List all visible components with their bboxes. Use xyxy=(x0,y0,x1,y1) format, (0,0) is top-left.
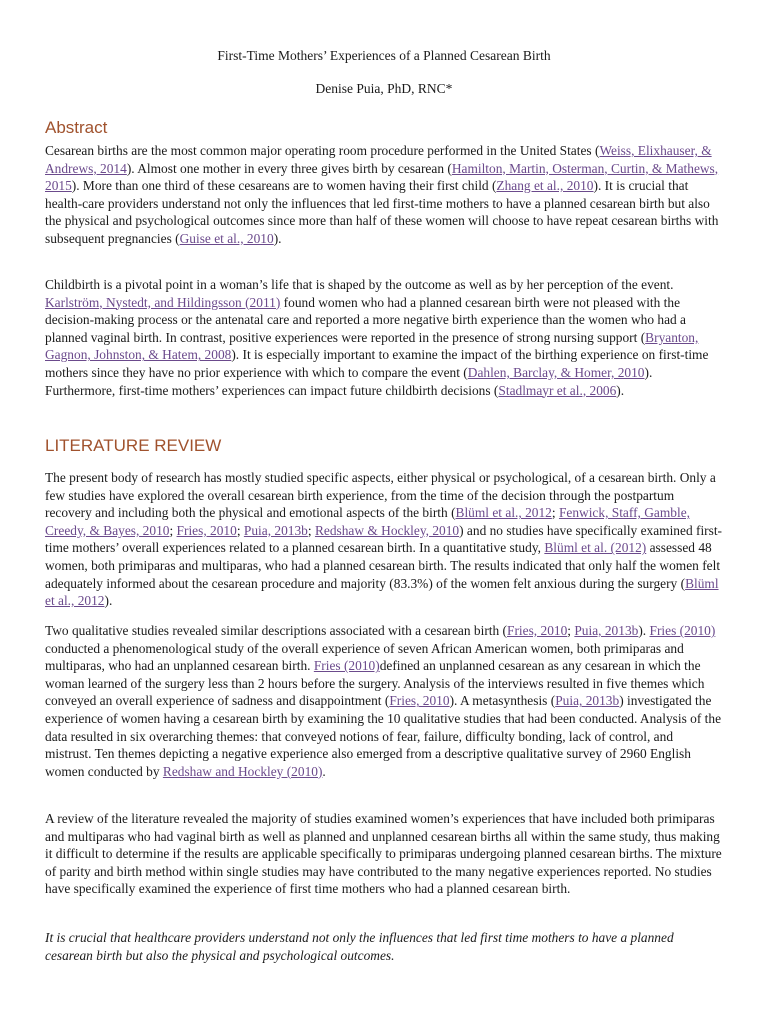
abstract-paragraph-2 xyxy=(45,276,722,399)
text-run: ) and no studies have specifically examined first-time mothers’ overall experiences related to a planned cesarean birth. In a quantitative study, xyxy=(45,522,723,556)
text-run: assessed 48 women, both primiparas and multiparas, who had a planned cesarean birth. The results indicated that only half the women felt adequately informed about the cesarean procedure and majority (83.3%) of the women felt anxious during the surgery ( xyxy=(45,540,721,591)
text-run: Cesarean births are the most common major operating room procedure performed in the United States ( xyxy=(45,143,600,158)
text-run: ; xyxy=(307,522,315,538)
text-run: ). It is crucial that health-care providers understand not only the influences that led first-time mothers to have a planned cesarean birth but also the physical and psychological outcomes since more than half of these women will choose to have repeat cesarean births with subsequent pregnancies ( xyxy=(45,178,719,246)
text-run: found women who had a planned cesarean birth were not pleased with the decision-making process or the antenatal care and reported a more negative birth experience than the women who had a planned vaginal birth. In contrast, positive experiences were reported in the presence of strong nursing support ( xyxy=(45,294,686,345)
text-run: defined an unplanned cesarean as any cesarean in which the woman learned of the surgery less than 2 hours before the surgery. Analysis of the interviews resulted in five themes which conveyed an overall experience of sadness and disappointment ( xyxy=(45,658,705,709)
text-run: ). Almost one mother in every three gives birth by cesarean ( xyxy=(126,160,452,176)
citation-link[interactable]: Fenwick, Staff, Gamble, Creedy, & Bayes, 2010 xyxy=(45,505,690,538)
text-run: ; xyxy=(236,522,244,538)
citation-link[interactable]: Karlström, Nystedt, and Hildingsson (2011) xyxy=(45,294,281,310)
text-run: Childbirth is a pivotal point in a woman’s life that is shaped by the outcome as well as by her perception of the event. xyxy=(45,277,674,292)
text-run: ). A metasynthesis ( xyxy=(449,693,556,709)
literature-review-heading: LITERATURE REVIEW xyxy=(45,436,222,455)
citation-link[interactable]: Dahlen, Barclay, & Homer, 2010 xyxy=(467,364,645,380)
text-run: The present body of research has mostly studied specific aspects, either physical or psychological, of a cesarean birth. Only a few studies have explored the overall cesarean birth experience, from the time of the decision through the postpartum recovery and including both the physical and emotional aspects of the birth ( xyxy=(45,470,716,521)
text-run: ; xyxy=(551,505,559,521)
citation-link[interactable]: Blüml et al. (2012) xyxy=(544,540,647,556)
citation-link[interactable]: Fries, 2010 xyxy=(176,522,237,538)
literature-paragraph-3: A review of the literature revealed the majority of studies examined women’s experiences that have included both primiparas and multiparas who had vaginal birth as well as planned and unplanned cesarean births all within the same study, thus making it difficult to determine if the results are applicable specifically to primiparas undergoing planned cesarean births. The mixture of parity and birth method within single studies may have contributed to the many negative experiences reported. No studies have specifically examined the experience of first time mothers who had a planned cesarean birth. xyxy=(45,811,722,897)
text-run: ). xyxy=(104,593,113,609)
citation-link[interactable]: Zhang et al., 2010 xyxy=(496,178,594,194)
abstract-paragraph-1 xyxy=(45,142,722,248)
document-title: First-Time Mothers’ Experiences of a Planned Cesarean Birth xyxy=(217,48,551,63)
literature-paragraph-1 xyxy=(45,469,722,610)
pull-quote: It is crucial that healthcare providers understand not only the influences that led first time mothers to have a planned cesarean birth but also the physical and psychological outcomes. xyxy=(45,930,674,963)
citation-link[interactable]: Puia, 2013b xyxy=(574,623,639,638)
citation-link[interactable]: Guise et al., 2010 xyxy=(179,230,274,246)
text-run: ). Furthermore, first-time mothers’ experiences can impact future childbirth decisions ( xyxy=(45,364,653,398)
text-run: conducted a phenomenological study of the overall experience of seven African American women, both primiparas and multiparas, who had an unplanned cesarean birth. xyxy=(45,640,684,674)
citation-link[interactable]: Fries, 2010 xyxy=(389,693,450,709)
citation-link[interactable]: Blüml et al., 2012 xyxy=(45,575,719,609)
text-run: ). xyxy=(638,623,650,638)
citation-link[interactable]: Fries, 2010 xyxy=(507,623,568,638)
text-run: ). More than one third of these cesareans are to women having their first child ( xyxy=(71,178,497,194)
text-run: ). xyxy=(616,382,625,398)
text-run: ). xyxy=(273,230,282,246)
citation-link[interactable]: Fries (2010) xyxy=(313,658,380,674)
citation-link[interactable]: Weiss, Elixhauser, & Andrews, 2014 xyxy=(45,143,712,176)
citation-link[interactable]: Blüml et al., 2012 xyxy=(455,505,552,521)
document-author: Denise Puia, PhD, RNC* xyxy=(315,81,453,96)
citation-link[interactable]: Hamilton, Martin, Osterman, Curtin, & Mathews, 2015 xyxy=(45,160,719,194)
literature-paragraph-2 xyxy=(45,622,722,780)
citation-link[interactable]: Bryanton, Gagnon, Johnston, & Hatem, 2008 xyxy=(45,329,699,363)
text-run: Two qualitative studies revealed similar descriptions associated with a cesarean birth ( xyxy=(45,623,508,638)
citation-link[interactable]: Stadlmayr et al., 2006 xyxy=(498,382,617,398)
abstract-heading: Abstract xyxy=(45,118,108,137)
citation-link[interactable]: Puia, 2013b xyxy=(555,693,620,709)
citation-link[interactable]: Redshaw and Hockley (2010) xyxy=(162,763,323,779)
citation-link[interactable]: Fries (2010) xyxy=(649,623,716,638)
text-run: ; xyxy=(567,623,575,638)
citation-link[interactable]: Redshaw & Hockley, 2010 xyxy=(314,522,460,538)
citation-link[interactable]: Puia, 2013b xyxy=(243,522,308,538)
text-run: ). It is especially important to examine the impact of the birthing experience on first-time mothers since they have no prior experience with which to compare the event ( xyxy=(45,347,709,380)
text-run: ) investigated the experience of women having a cesarean birth by examining the 10 qualitative studies that had been conducted. Analysis of the data resulted in six overarching themes: that conveyed notions of fear, failure, difficulty bonding, lack of control, and mistrust. Ten themes depicting a negative experience also emerged from a descriptive qualitative survey of 2960 English women conducted by xyxy=(45,693,722,779)
text-run: ; xyxy=(169,522,177,538)
text-run: . xyxy=(322,763,326,779)
